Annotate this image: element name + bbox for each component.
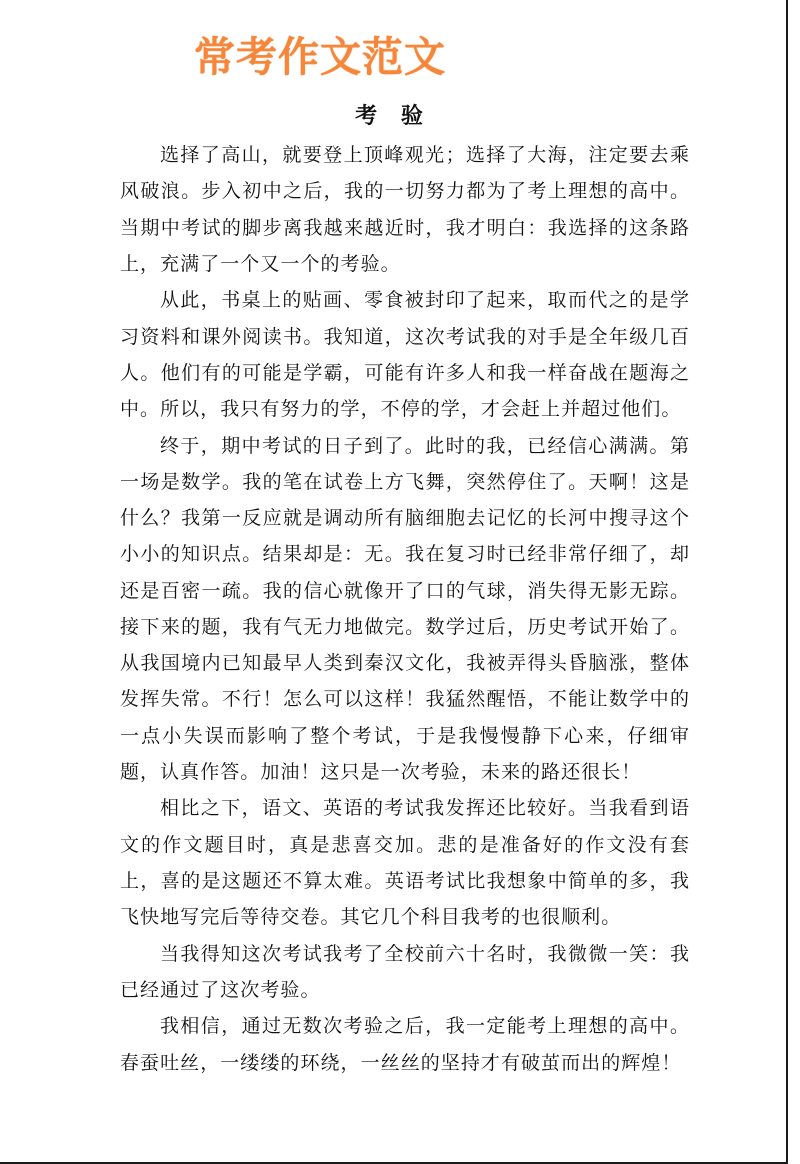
banner-title: 常考作文范文: [194, 33, 446, 81]
essay-paragraph: 当我得知这次考试我考了全校前六十名时，我微微一笑：我已经通过了这次考验。: [120, 942, 690, 1001]
essay-paragraph: 我相信，通过无数次考验之后，我一定能考上理想的高中。春蚕吐丝，一缕缕的环绕，一丝丝的坚持才有破茧而出的辉煌！: [120, 1015, 690, 1074]
essay-paragraph: 相比之下，语文、英语的考试我发挥还比较好。当我看到语文的作文题目时，真是悲喜交加。悲的是准备好的作文没有套上，喜的是这题还不算太难。英语考试比我想象中简单的多，我飞快地写完后等待交卷。其它几个科目我考的也很顺利。: [120, 797, 690, 929]
essay-body: [120, 137, 690, 1081]
essay-paragraph: 选择了高山，就要登上顶峰观光；选择了大海，注定要去乘风破浪。步入初中之后，我的一切努力都为了考上理想的高中。当期中考试的脚步离我越来越近时，我才明白：我选择的这条路上，充满了一个又一个的考验。: [120, 144, 690, 275]
essay-paragraph: 终于，期中考试的日子到了。此时的我，已经信心满满。第一场是数学。我的笔在试卷上方飞舞，突然停住了。天啊！这是什么？我第一反应就是调动所有脑细胞去记忆的长河中搜寻这个小小的知识点。结果却是：无。我在复习时已经非常仔细了，却还是百密一疏。我的信心就像开了口的气球，消失得无影无踪。接下来的题，我有气无力地做完。数学过后，历史考试开始了。从我国境内已知最早人类到秦汉文化，我被弄得头昏脑涨，整体发挥失常。不行！怎么可以这样！我猛然醒悟，不能让数学中的一点小失误而影响了整个考试，于是我慢慢静下心来，仔细审题，认真作答。加油！这只是一次考验，未来的路还很长！: [120, 434, 690, 783]
essay-paragraph: 从此，书桌上的贴画、零食被封印了起来，取而代之的是学习资料和课外阅读书。我知道，这次考试我的对手是全年级几百人。他们有的可能是学霸，可能有许多人和我一样奋战在题海之中。所以，我只有努力的学，不停的学，才会赶上并超过他们。: [120, 289, 690, 421]
essay-title: 考 验: [355, 104, 431, 129]
